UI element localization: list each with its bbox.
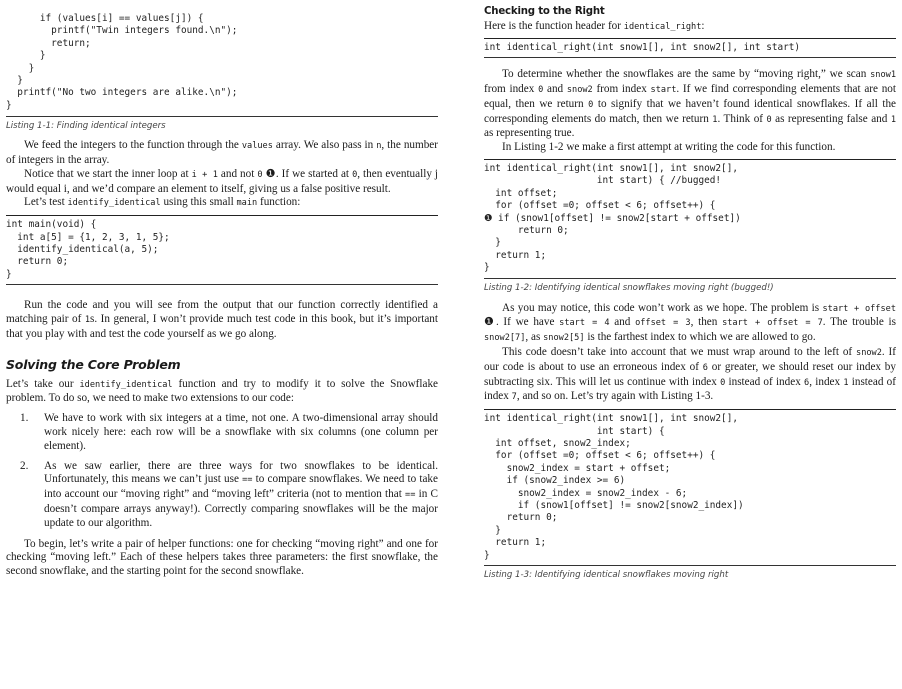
subsection-heading: Checking to the Right xyxy=(484,6,605,17)
code-line: snow2_index = start + offset; xyxy=(484,462,671,474)
code-line: return 0; xyxy=(6,256,69,268)
code-line: int start) { //bugged! xyxy=(484,175,722,187)
callout-marker: ❶ xyxy=(265,167,276,180)
paragraph: To begin, let’s write a pair of helper functions: one for checking “moving right” and one for checking “moving left.” Each of these helpers takes three parameters: the first snowflake, the second snowflake, and the starting point for the second snowflake. xyxy=(6,537,438,578)
code-line: if (values[i] == values[j]) { xyxy=(6,13,204,24)
paragraph: In Listing 1-2 we make a first attempt at writing the code for this function. xyxy=(502,141,836,154)
paragraph: As you may notice, this code won’t work as we hope. The problem is start + offset ❶. If we have start = 4 and offset = 3, then start + offset = 7. The trouble is snow2[7], as snow2[5] is the farthest index to which we are allowed to go. xyxy=(484,301,897,344)
code-line: return 1; xyxy=(484,249,547,261)
code-listing-1-1-tail xyxy=(6,13,438,112)
code-listing-1-2 xyxy=(484,163,896,275)
code-line: return; xyxy=(6,37,91,49)
code-line: } xyxy=(6,62,35,74)
listing-rule xyxy=(484,159,896,160)
code-line: } xyxy=(6,99,12,111)
code-line: } xyxy=(6,50,46,62)
listing-rule xyxy=(484,409,896,410)
code-line: int start) { xyxy=(484,425,665,437)
code-line: int identical_right(int snow1[], int snow2[], xyxy=(484,413,738,425)
listing-rule xyxy=(6,215,438,216)
paragraph: This code doesn’t take into account that we must wrap around to the left of snow2. If our code is about to use an erroneous index of 6 or greater, we should reset our index by subtracting six. This will let us continue with index 0 instead of index 6, index 1 instead of index 7, and so on. Let’s try again with Listing 1-3. xyxy=(484,346,896,403)
list-item: 2. As we saw earlier, there are three ways for two snowflakes to be identical. Unfortunately, this means we can’t just use == to compare snowflakes. We need to take into account our “moving right” and “moving left” criteria (not to mention that == in C doesn’t compare arrays anyway!). Correctly comparing snowflakes will be the major update to our algorithm. xyxy=(20,459,438,529)
listing-rule xyxy=(484,565,896,566)
caption-listing-1-2: Listing 1-2: Identifying identical snowflakes moving right (bugged!) xyxy=(484,282,774,293)
code-line: for (offset =0; offset < 6; offset++) { xyxy=(484,450,716,462)
listing-rule xyxy=(484,278,896,279)
code-line: return 0; xyxy=(484,225,569,237)
paragraph: Here is the function header for identical_right: xyxy=(484,20,705,32)
code-line: snow2_index = snow2_index - 6; xyxy=(484,487,688,499)
callout-marker: ❶ xyxy=(484,316,496,329)
listing-rule xyxy=(484,57,896,58)
code-line: if (snow2_index >= 6) xyxy=(484,475,626,487)
code-listing-1-3 xyxy=(484,413,896,562)
code-line: int a[5] = {1, 2, 3, 1, 5}; xyxy=(6,231,170,243)
code-line: int main(void) { xyxy=(6,219,97,231)
code-line: int identical_right(int snow1[], int snow2[], int start) xyxy=(484,41,801,53)
code-line: return 1; xyxy=(484,537,547,549)
code-line: if (snow1[offset] != snow2[snow2_index]) xyxy=(484,500,744,512)
paragraph: Let’s test identify_identical using this small main function: xyxy=(24,196,301,209)
section-heading: Solving the Core Problem xyxy=(6,356,181,372)
code-line: int offset; xyxy=(484,187,558,199)
code-line: return 0; xyxy=(484,512,558,524)
caption-listing-1-3: Listing 1-3: Identifying identical snowflakes moving right xyxy=(484,570,729,581)
code-line: int identical_right(int snow1[], int snow2[], xyxy=(484,162,738,174)
code-line: } xyxy=(484,237,501,249)
paragraph: To determine whether the snowflakes are the same by “moving right,” we scan snow1 from index 0 and snow2 from index start. If we find corresponding elements that are not equal, then we return 0 to signify that we haven’t found identical snowflakes. If all the corresponding elements do match, then we return 1. Think of 0 as representing false and 1 as representing true. xyxy=(484,68,896,140)
code-line: for (offset =0; offset < 6; offset++) { xyxy=(484,200,716,212)
caption-listing-1-1: Listing 1-1: Finding identical integers xyxy=(6,121,166,132)
code-line: } xyxy=(484,262,490,274)
code-main-function xyxy=(6,219,438,281)
paragraph: We feed the integers to the function through the values array. We also pass in n, the number of integers in the array. xyxy=(6,139,438,167)
paragraph: Notice that we start the inner loop at i + 1 and not 0 ❶. If we started at 0, then eventually j would equal i, and we’d compare an element to itself, giving us a false positive result. xyxy=(6,167,439,195)
paragraph: Run the code and you will see from the output that our function correctly identified a matching pair of 1s. In general, I won’t provide much test code in this book, but it’s important that you play with and test the code yourself as we go along. xyxy=(6,299,438,340)
code-line: } xyxy=(484,549,490,561)
paragraph: Let’s take our identify_identical function and try to modify it to solve the Snowflake problem. To do so, we need to make two extensions to our code: xyxy=(6,377,439,405)
right-column xyxy=(484,0,896,580)
code-line: ❶ if (snow1[offset] != snow2[start + offset]) xyxy=(484,212,741,224)
listing-rule xyxy=(6,116,438,117)
code-line: } xyxy=(6,268,12,280)
code-function-header xyxy=(484,42,896,54)
code-line: } xyxy=(6,75,23,87)
code-line: printf("Twin integers found.\n"); xyxy=(6,25,238,37)
code-line: int offset, snow2_index; xyxy=(484,438,631,450)
code-line: printf("No two integers are alike.\n"); xyxy=(6,87,238,99)
listing-rule xyxy=(484,38,896,39)
code-line: identify_identical(a, 5); xyxy=(6,244,159,256)
left-column xyxy=(6,0,438,579)
list-item: 1. We have to work with six integers at a time, not one. A two-dimensional array should work nicely here: each row will be a snowflake with six columns (one column per element). xyxy=(20,412,438,452)
code-line: } xyxy=(484,524,501,536)
listing-rule xyxy=(6,284,438,285)
